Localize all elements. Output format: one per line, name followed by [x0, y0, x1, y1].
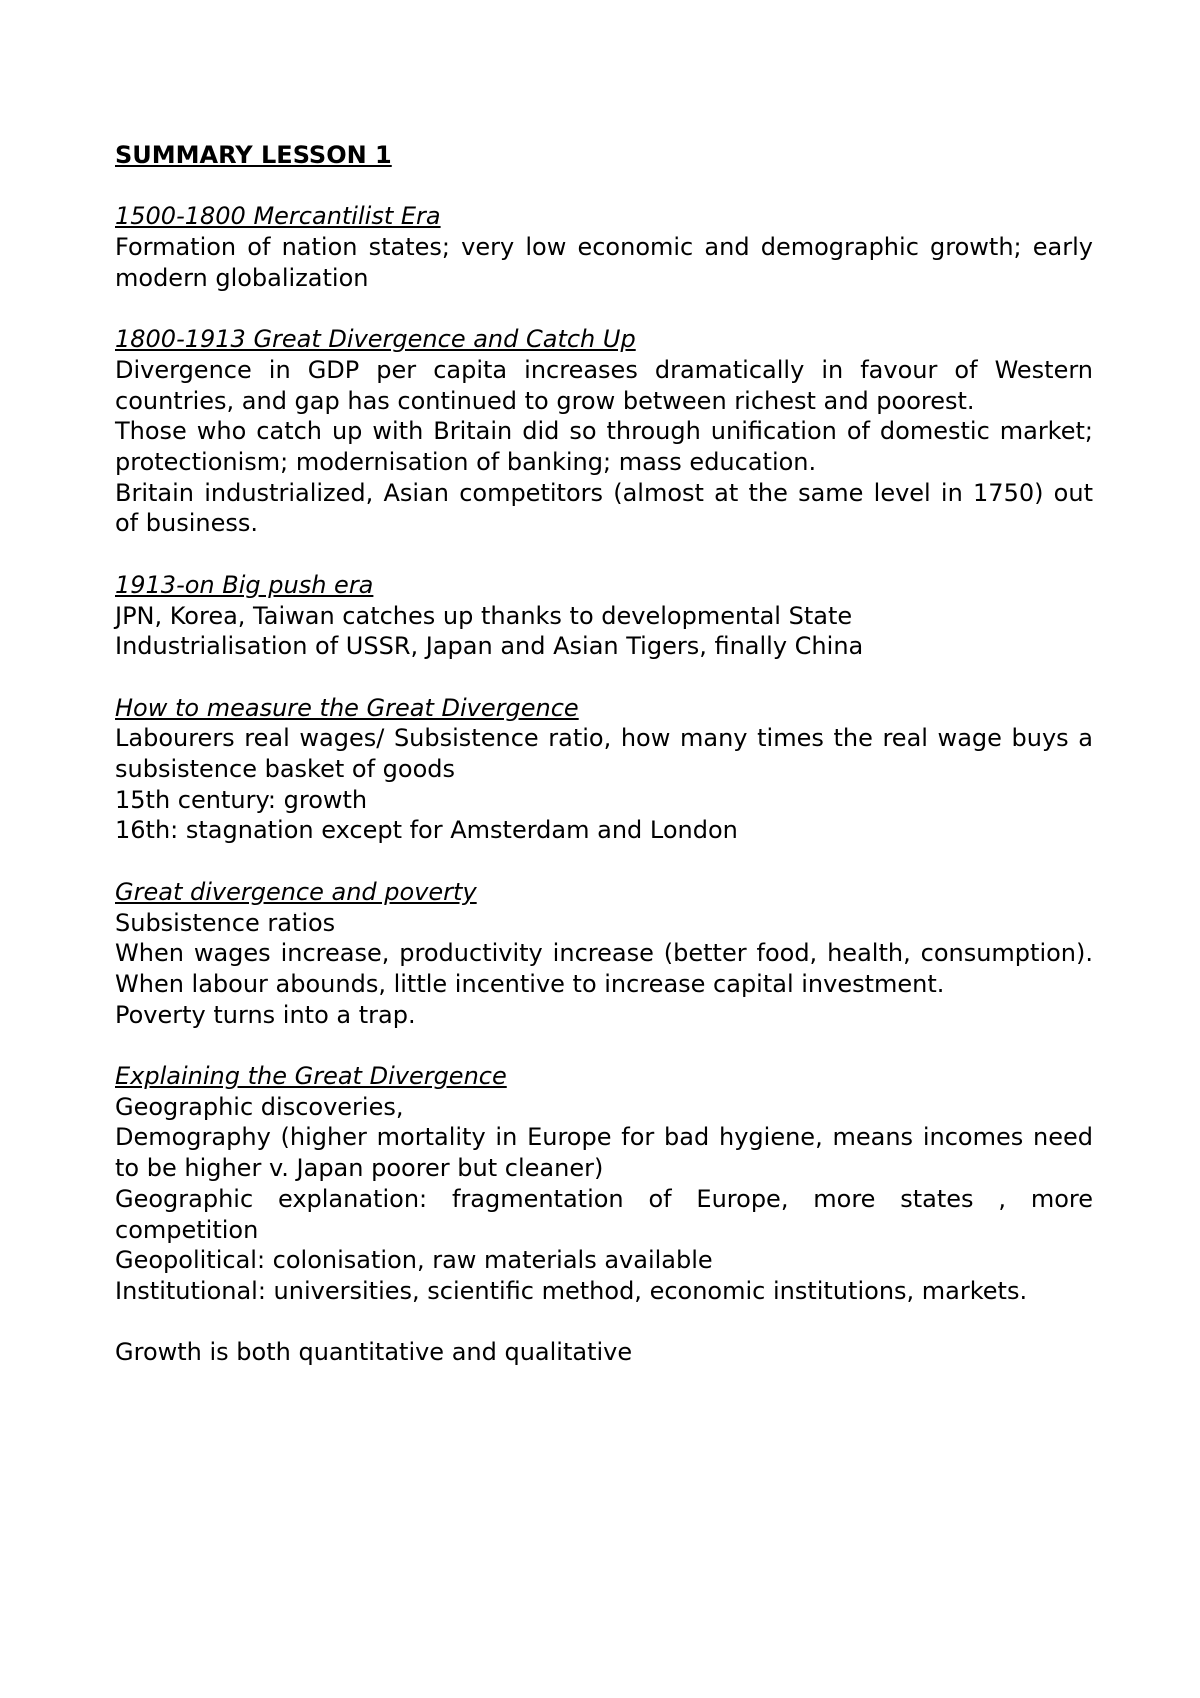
section-great-divergence-catch-up	[115, 324, 1093, 539]
section-explaining-divergence	[115, 1061, 1093, 1307]
paragraph: When wages increase, productivity increase (better food, health, consumption). When labour abounds, little incentive to increase capital investment.	[115, 939, 1093, 998]
document-page	[115, 140, 1093, 1368]
paragraph: Institutional: universities, scientific method, economic institutions, markets.	[115, 1276, 1028, 1305]
section-heading: 1913-on Big push era	[115, 570, 374, 599]
section-measure-divergence	[115, 693, 1093, 847]
paragraph: Subsistence ratios	[115, 908, 336, 937]
paragraph: Geographic discoveries,	[115, 1092, 404, 1121]
page-title: SUMMARY LESSON 1	[115, 141, 392, 169]
paragraph: Geopolitical: colonisation, raw materials available	[115, 1246, 713, 1275]
paragraph: Industrialisation of USSR, Japan and Asian Tigers, finally China	[115, 632, 864, 661]
paragraph: Those who catch up with Britain did so through unification of domestic market; protectionism; modernisation of banking; mass education.	[115, 417, 1093, 476]
paragraph: Demography (higher mortality in Europe for bad hygiene, means incomes need to be higher v. Japan poorer but cleaner)	[115, 1123, 1093, 1183]
paragraph: 16th: stagnation except for Amsterdam and London	[115, 816, 738, 845]
paragraph: Britain industrialized, Asian competitors (almost at the same level in 1750) out of business.	[115, 478, 1093, 538]
section-mercantilist-era	[115, 201, 1093, 293]
paragraph: Geographic explanation: fragmentation of Europe, more states , more competition	[115, 1184, 1093, 1244]
section-heading: Great divergence and poverty	[115, 877, 477, 906]
paragraph: Formation of nation states; very low economic and demographic growth; early modern globalization	[115, 233, 1093, 292]
section-big-push-era	[115, 570, 1093, 662]
closing-statement: Growth is both quantitative and qualitative	[115, 1338, 633, 1367]
section-heading: 1800-1913 Great Divergence and Catch Up	[115, 325, 636, 354]
section-divergence-poverty	[115, 877, 1093, 1031]
section-heading: Explaining the Great Divergence	[115, 1062, 507, 1090]
paragraph: 15th century: growth	[115, 785, 368, 814]
paragraph: Divergence in GDP per capita increases dramatically in favour of Western countries, and gap has continued to grow between richest and poorest.	[115, 355, 1093, 415]
paragraph: Poverty turns into a trap.	[115, 1000, 416, 1029]
section-heading: 1500-1800 Mercantilist Era	[115, 202, 441, 231]
section-heading: How to measure the Great Divergence	[115, 693, 579, 722]
paragraph: Labourers real wages/ Subsistence ratio, how many times the real wage buys a subsistence basket of goods	[115, 724, 1093, 783]
paragraph: JPN, Korea, Taiwan catches up thanks to developmental State	[115, 601, 853, 630]
